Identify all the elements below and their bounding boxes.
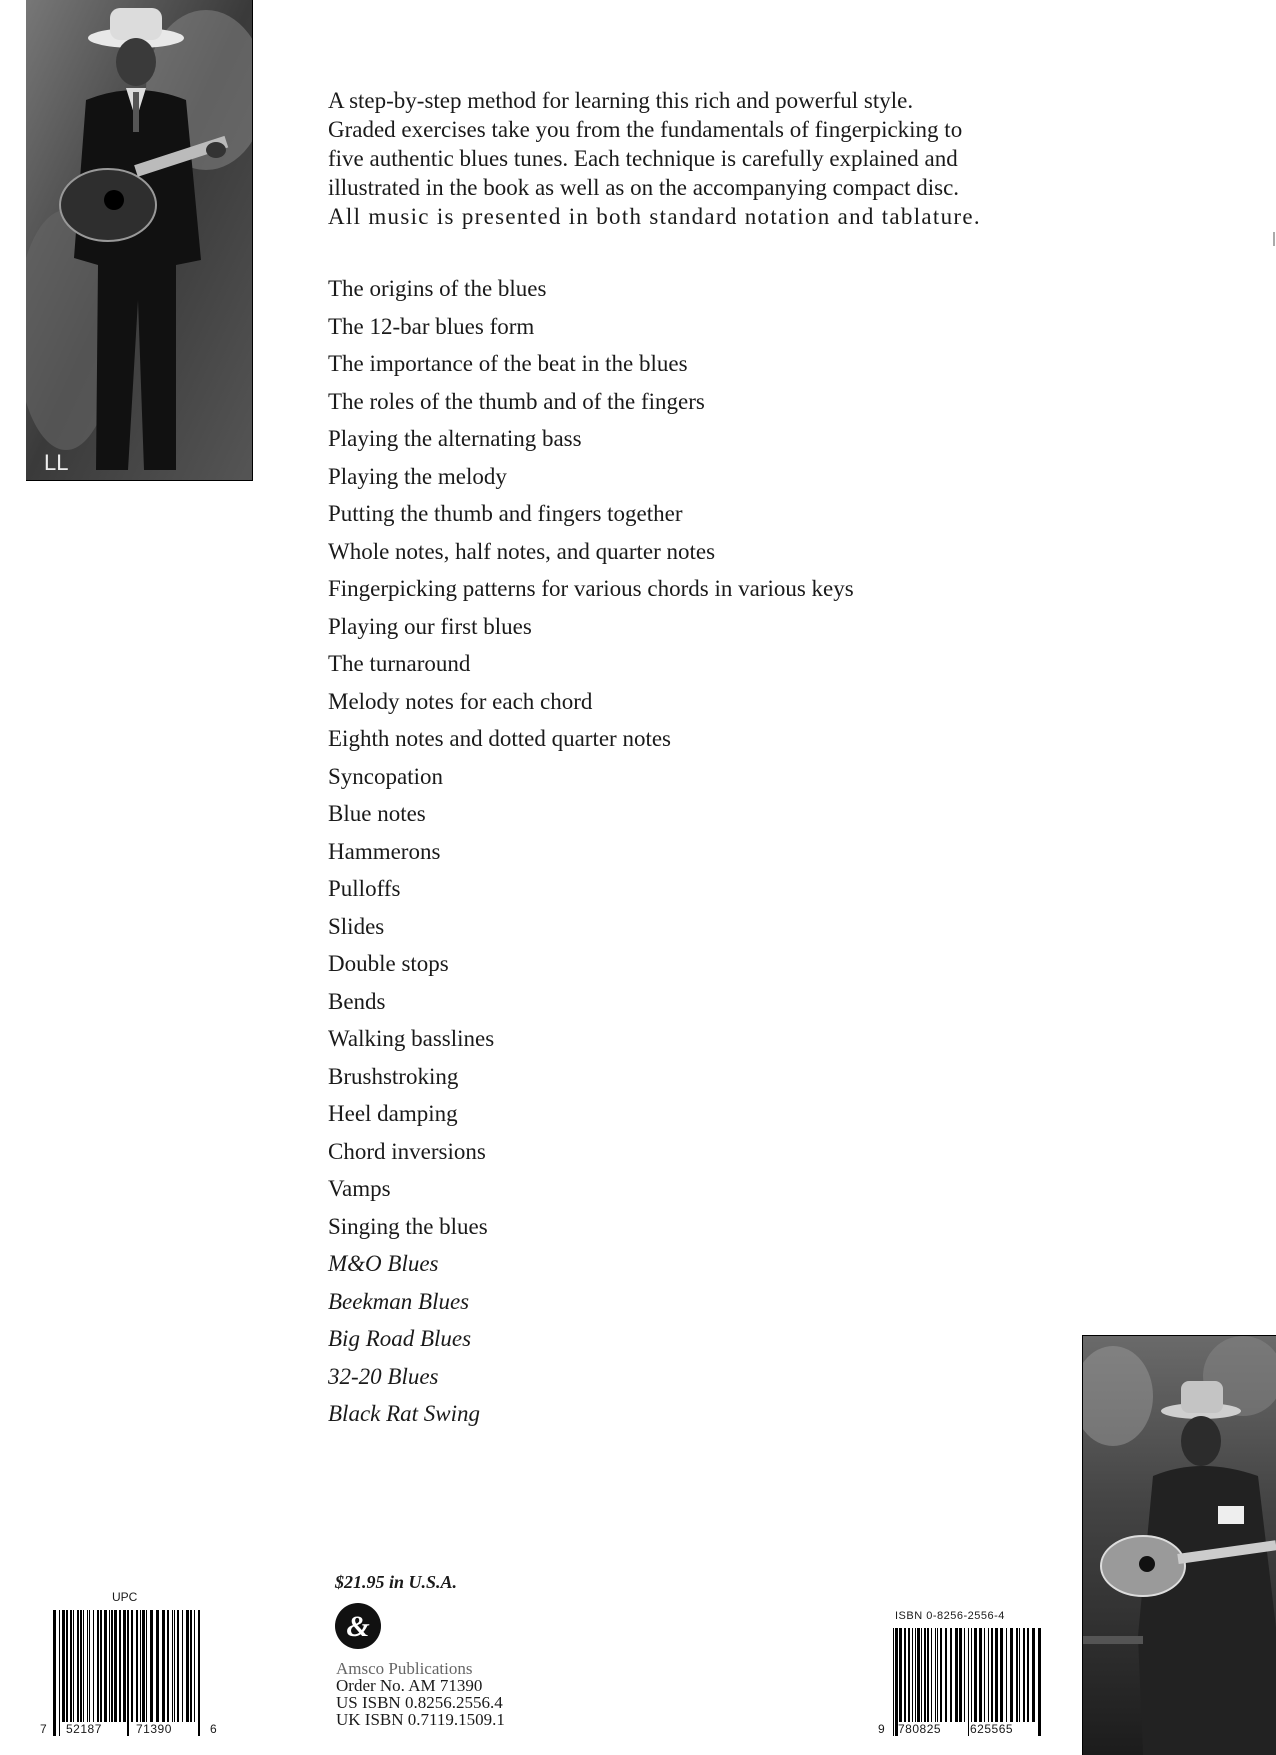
barcode-bar: [1010, 1628, 1013, 1722]
barcode-bar: [904, 1628, 906, 1722]
list-item: Fingerpicking patterns for various chords in various keys: [328, 576, 854, 601]
isbn-first-digit: 9: [878, 1722, 886, 1736]
isbn-group1: 780825: [898, 1722, 942, 1736]
ampersand-logo-icon: [334, 1602, 382, 1650]
barcode-bar: [172, 1610, 173, 1722]
list-item: The 12-bar blues form: [328, 313, 535, 339]
barcode-bar: [177, 1610, 179, 1722]
barcode-bar: [959, 1628, 962, 1722]
upc-label: UPC: [112, 1590, 138, 1604]
barcode-bar: [53, 1610, 56, 1736]
list-item: Pulloffs: [328, 876, 401, 901]
barcode-bar: [114, 1610, 117, 1722]
barcode-bar: [935, 1628, 936, 1722]
barcode-bar: [968, 1628, 969, 1736]
barcode-bar: [73, 1610, 74, 1722]
barcode-bar: [156, 1610, 159, 1722]
barcode-bar: [1032, 1628, 1035, 1722]
tune-title: Beekman Blues: [328, 1288, 470, 1314]
barcode-bar: [915, 1628, 916, 1722]
photo-guitarist-standing: [26, 0, 253, 481]
list-item: Playing the melody: [328, 463, 507, 489]
list-item: Playing our first blues: [328, 613, 532, 639]
barcode-bar: [150, 1610, 153, 1722]
barcode-bar: [190, 1610, 192, 1722]
list-item: Whole notes, half notes, and quarter notes: [328, 538, 716, 564]
list-item: Melody notes for each chord: [328, 688, 593, 714]
barcode-bar: [988, 1628, 989, 1722]
list-item: Playing the alternating bass: [328, 426, 582, 451]
tune-title: Black Rat Swing: [328, 1401, 481, 1426]
list-item: Heel damping: [328, 1101, 458, 1126]
list-item: The roles of the thumb and of the fingers: [328, 388, 705, 414]
isbn-barcode-label: ISBN 0-8256-2556-4: [895, 1610, 1005, 1622]
barcode-bar: [186, 1610, 189, 1722]
barcode-bar: [995, 1628, 998, 1722]
barcode-bar: [940, 1628, 942, 1722]
barcode-bar: [937, 1628, 938, 1722]
barcode-bar: [1006, 1628, 1007, 1722]
list-item: The turnaround: [328, 651, 471, 676]
us-isbn: US ISBN 0.8256.2556.4: [336, 1693, 503, 1712]
list-item: The importance of the beat in the blues: [328, 351, 688, 376]
barcode-bar: [142, 1610, 145, 1722]
intro-line: All music is presented in both standard notation and tablature.: [328, 204, 981, 229]
intro-line: illustrated in the book as well as on the accompanying compact disc.: [328, 175, 960, 200]
barcode-bar: [991, 1628, 993, 1722]
barcode-bar: [931, 1628, 932, 1722]
list-item: Syncopation: [328, 763, 443, 789]
barcode-bar: [100, 1610, 102, 1722]
barcode-bar: [921, 1628, 922, 1722]
list-item: Singing the blues: [328, 1213, 488, 1239]
list-item: Walking basslines: [328, 1026, 495, 1051]
barcode-bar: [927, 1628, 929, 1722]
barcode-bar: [87, 1610, 88, 1722]
svg-text:&: &: [346, 1610, 370, 1643]
svg-text:LL: LL: [44, 450, 69, 475]
barcode-bar: [62, 1610, 65, 1722]
barcode-bar: [140, 1610, 141, 1722]
uk-isbn: UK ISBN 0.7119.1509.1: [336, 1710, 505, 1729]
list-item: Putting the thumb and fingers together: [328, 501, 683, 526]
publisher-name: Amsco Publications: [336, 1659, 473, 1678]
upc-group1: 52187: [66, 1722, 102, 1736]
barcode-bar: [111, 1610, 113, 1722]
barcode-bar: [964, 1628, 965, 1722]
list-item: Brushstroking: [328, 1063, 459, 1089]
isbn-barcode: [892, 1628, 1042, 1736]
barcode-bar: [70, 1610, 72, 1722]
tune-title: Big Road Blues: [328, 1326, 472, 1351]
list-item: Hammerons: [328, 838, 441, 864]
barcode-bar: [908, 1628, 910, 1722]
barcode-bar: [917, 1628, 920, 1722]
barcode-bar: [131, 1610, 133, 1722]
barcode-bar: [1016, 1628, 1018, 1722]
list-item: Blue notes: [328, 801, 426, 826]
publisher-info: [336, 1660, 505, 1728]
barcode-bar: [950, 1628, 952, 1722]
barcode-bar: [104, 1610, 107, 1722]
photo-guitarist-seated: [1082, 1335, 1276, 1755]
barcode-bar: [127, 1610, 129, 1736]
barcode-bar: [979, 1628, 982, 1722]
barcode-bar: [1027, 1628, 1029, 1722]
barcode-bar: [167, 1610, 169, 1722]
barcode-bar: [1023, 1628, 1025, 1722]
barcode-bar: [971, 1628, 972, 1722]
barcode-bar: [1019, 1628, 1020, 1722]
barcode-bar: [984, 1628, 985, 1722]
barcode-bar: [1038, 1628, 1041, 1736]
barcode-bar: [174, 1610, 175, 1722]
barcode-bar: [895, 1628, 898, 1736]
barcode-bar: [912, 1628, 913, 1722]
barcode-bar: [59, 1610, 60, 1736]
barcode-bar: [119, 1610, 121, 1722]
list-item: Eighth notes and dotted quarter notes: [328, 726, 672, 751]
barcode-bar: [93, 1610, 94, 1722]
barcode-bar: [97, 1610, 99, 1722]
barcode-bar: [109, 1610, 110, 1722]
barcode-bar: [899, 1628, 902, 1722]
list-item: Double stops: [328, 951, 449, 976]
order-number: Order No. AM 71390: [336, 1676, 483, 1695]
barcode-bar: [1000, 1628, 1003, 1722]
list-item: Chord inversions: [328, 1138, 486, 1164]
barcode-bar: [194, 1610, 195, 1722]
tune-title: M&O Blues: [328, 1251, 439, 1276]
list-item: The origins of the blues: [328, 276, 547, 301]
barcode-bar: [945, 1628, 947, 1722]
barcode-bar: [80, 1610, 82, 1722]
barcode-bar: [893, 1628, 894, 1736]
upc-barcode: [52, 1610, 204, 1736]
barcode-bar: [83, 1610, 84, 1722]
tune-title: 32-20 Blues: [328, 1363, 439, 1389]
barcode-bar: [924, 1628, 926, 1722]
barcode-bar: [198, 1610, 200, 1736]
barcode-bar: [974, 1628, 977, 1722]
barcode-bar: [162, 1610, 165, 1722]
upc-group2: 71390: [136, 1722, 172, 1736]
intro-line: Graded exercises take you from the fundamentals of fingerpicking to: [328, 117, 963, 142]
upc-left-digit: 7: [40, 1722, 48, 1736]
edge-mark: [1273, 232, 1275, 246]
list-item: Bends: [328, 988, 386, 1014]
intro-line: five authentic blues tunes. Each technique is carefully explained and: [328, 146, 958, 171]
barcode-bar: [955, 1628, 958, 1722]
barcode-bar: [123, 1610, 126, 1722]
barcode-bar: [66, 1610, 68, 1722]
upc-right-digit: 6: [210, 1722, 218, 1736]
price-label: $21.95 in U.S.A.: [335, 1572, 458, 1592]
isbn-group2: 625565: [970, 1722, 1014, 1736]
barcode-bar: [182, 1610, 183, 1722]
intro-line: A step-by-step method for learning this rich and powerful style.: [328, 88, 914, 113]
barcode-bar: [146, 1610, 147, 1722]
list-item: Slides: [328, 913, 385, 939]
barcode-bar: [89, 1610, 90, 1722]
barcode-bar: [77, 1610, 79, 1722]
list-item: Vamps: [328, 1176, 391, 1201]
intro-paragraph: [328, 86, 1128, 231]
barcode-bar: [136, 1610, 138, 1722]
topics-list: [328, 270, 854, 1433]
